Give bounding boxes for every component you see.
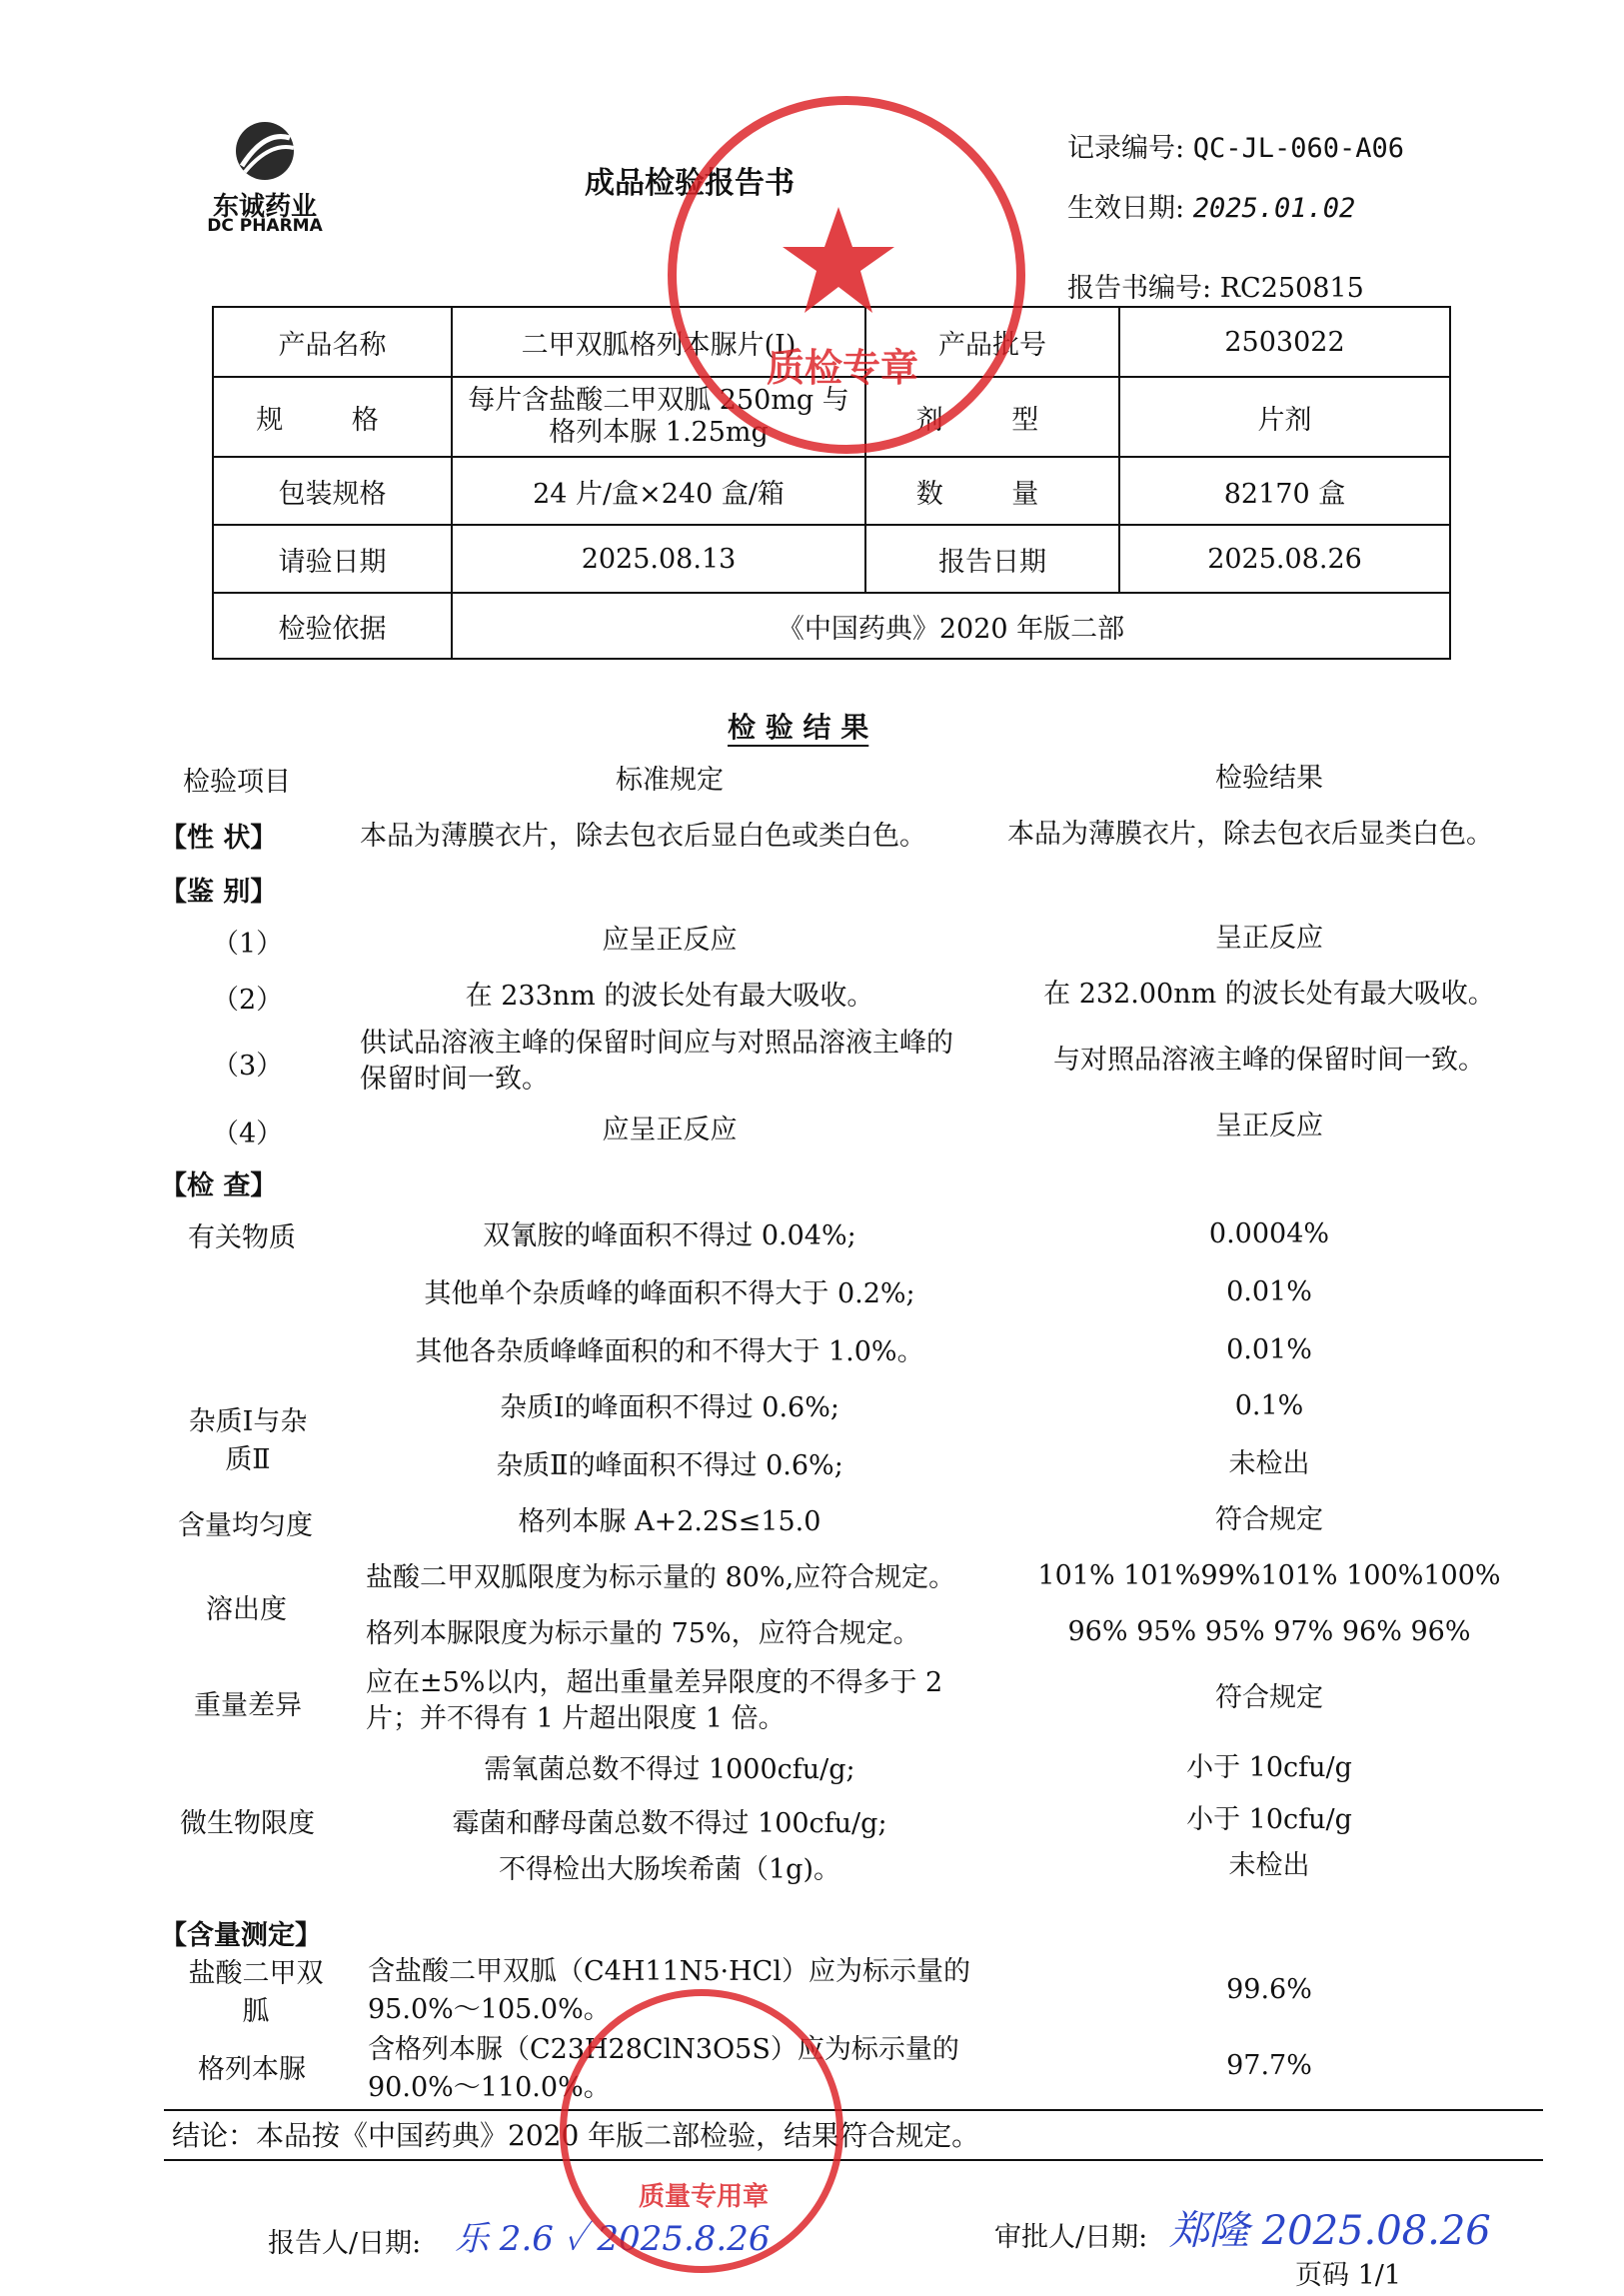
related-result-1: 0.0004% — [1208, 1218, 1330, 1249]
report-no-row — [1067, 266, 1364, 305]
reporter-signature: 乐 2.6 ✓ 2025.8.26 — [455, 2219, 771, 2259]
product-name: 二甲双胍格列本脲片(Ⅰ) — [452, 307, 865, 377]
header-result: 检验结果 — [1215, 763, 1323, 794]
section-inspection: 【检 查】 — [160, 1170, 278, 1201]
package-value: 24 片/盒×240 盒/箱 — [452, 457, 865, 525]
impurity-result-2: 未检出 — [1228, 1448, 1310, 1479]
related-result-2: 0.01% — [1226, 1276, 1312, 1307]
uniformity-standard: 格列本脲 A+2.2S≤15.0 — [518, 1506, 821, 1537]
weight-result: 符合规定 — [1215, 1682, 1323, 1713]
package-label: 包装规格 — [213, 457, 452, 525]
page-number: 页码 1/1 — [1295, 2260, 1402, 2291]
dosage-value: 片剂 — [1119, 377, 1450, 457]
related-standard-3: 其他各杂质峰峰面积的和不得大于 1.0%。 — [415, 1336, 924, 1367]
impurity-result-1: 0.1% — [1234, 1390, 1304, 1421]
product-name-label: 产品名称 — [213, 307, 452, 377]
quality-stamp-top — [668, 96, 1025, 454]
page-title: 成品检验报告书 — [585, 166, 795, 201]
basis-value: 《中国药典》2020 年版二部 — [452, 593, 1450, 659]
report-date: 2025.08.26 — [1119, 525, 1450, 593]
properties-standard: 本品为薄膜衣片，除去包衣后显白色或类白色。 — [360, 821, 926, 852]
dissolution-result-2: 96% 95% 95% 97% 96% 96% — [1067, 1616, 1471, 1647]
approver-label: 审批人/日期: — [994, 2222, 1148, 2253]
assay-label-1: 盐酸二甲双胍 — [188, 1958, 324, 2027]
ident-result-1: 呈正反应 — [1215, 923, 1323, 954]
dosage-label: 剂 型 — [865, 377, 1119, 457]
report-date-label: 报告日期 — [865, 525, 1119, 593]
assay-standard-1: 含盐酸二甲双胍（C4H11N5·HCl）应为标示量的 95.0%～105.0%。 — [368, 1956, 970, 2025]
properties-result: 本品为薄膜衣片，除去包衣后显类白色。 — [1007, 819, 1493, 850]
conclusion: 结论：本品按《中国药典》2020 年版二部检验，结果符合规定。 — [172, 2119, 980, 2152]
impurity-standard-2: 杂质Ⅱ的峰面积不得过 0.6%; — [496, 1450, 843, 1481]
report-no-label: 报告书编号: — [1067, 273, 1212, 304]
batch-label: 产品批号 — [865, 307, 1119, 377]
header-standard: 标准规定 — [616, 765, 724, 796]
impurity-label: 杂质Ⅰ与杂质Ⅱ — [188, 1406, 308, 1475]
section-properties: 【性 状】 — [160, 823, 278, 854]
logo-name-en: DC PHARMA — [207, 216, 323, 236]
effective-date: 2025.01.02 — [1192, 193, 1356, 224]
conclusion-divider-bottom — [164, 2159, 1543, 2161]
assay-result-1: 99.6% — [1226, 1974, 1312, 2005]
ident-standard-2: 在 233nm 的波长处有最大吸收。 — [465, 981, 874, 1012]
related-standard-2: 其他单个杂质峰的峰面积不得大于 0.2%; — [424, 1278, 915, 1309]
stamp-star-icon — [779, 201, 898, 321]
quantity-value: 82170 盒 — [1119, 457, 1450, 525]
section-assay: 【含量测定】 — [160, 1920, 322, 1951]
spec-label: 规 格 — [213, 377, 452, 457]
weight-label: 重量差异 — [194, 1690, 302, 1721]
micro-label: 微生物限度 — [180, 1808, 315, 1839]
micro-standard-1: 需氧菌总数不得过 1000cfu/g; — [484, 1754, 855, 1785]
record-no-row — [1067, 126, 1404, 165]
assay-standard-2: 含格列本脲（C23H28ClN3O5S）应为标示量的 90.0%～110.0%。 — [368, 2034, 959, 2103]
logo-mark-icon — [190, 120, 340, 182]
batch-value: 2503022 — [1119, 307, 1450, 377]
uniformity-result: 符合规定 — [1215, 1504, 1323, 1535]
assay-result-2: 97.7% — [1226, 2050, 1312, 2081]
ident-result-2: 在 232.00nm 的波长处有最大吸收。 — [1043, 979, 1495, 1010]
micro-standard-3: 不得检出大肠埃希菌（1g)。 — [499, 1854, 840, 1885]
impurity-standard-1: 杂质Ⅰ的峰面积不得过 0.6%; — [500, 1392, 839, 1423]
spec-value: 每片含盐酸二甲双胍 250mg 与格列本脲 1.25mg — [452, 377, 865, 457]
ident-result-4: 呈正反应 — [1215, 1111, 1323, 1142]
basis-label: 检验依据 — [213, 593, 452, 659]
ident-standard-1: 应呈正反应 — [602, 925, 738, 956]
ident-no-2: （2） — [212, 985, 284, 1016]
assay-label-2: 格列本脲 — [198, 2054, 306, 2085]
ident-standard-3: 供试品溶液主峰的保留时间应与对照品溶液主峰的保留时间一致。 — [360, 1028, 953, 1095]
header-item: 检验项目 — [183, 767, 291, 798]
stamp-top-caption: 质检专章 — [767, 346, 919, 390]
conclusion-divider-top — [164, 2109, 1543, 2111]
related-label: 有关物质 — [188, 1222, 296, 1253]
company-logo — [190, 120, 340, 240]
micro-result-1: 小于 10cfu/g — [1186, 1752, 1352, 1783]
dissolution-standard-1: 盐酸二甲双胍限度为标示量的 80%,应符合规定。 — [366, 1562, 956, 1593]
record-no: QC-JL-060-A06 — [1192, 133, 1405, 164]
reporter-label: 报告人/日期: — [268, 2228, 422, 2259]
request-date: 2025.08.13 — [452, 525, 865, 593]
record-no-label: 记录编号: — [1067, 133, 1185, 164]
ident-no-3: （3） — [212, 1051, 284, 1082]
dissolution-standard-2: 格列本脲限度为标示量的 75%，应符合规定。 — [366, 1618, 920, 1649]
weight-standard: 应在±5%以内，超出重量差异限度的不得多于 2 片；并不得有 1 片超出限度 1 倍。 — [366, 1667, 943, 1734]
micro-standard-2: 霉菌和酵母菌总数不得过 100cfu/g; — [452, 1808, 887, 1839]
logo-name-cn: 东诚药业 — [212, 192, 317, 222]
ident-no-4: （4） — [212, 1119, 284, 1149]
micro-result-3: 未检出 — [1228, 1850, 1310, 1881]
report-no: RC250815 — [1219, 273, 1364, 304]
ident-result-3: 与对照品溶液主峰的保留时间一致。 — [1053, 1045, 1485, 1076]
quantity-label: 数 量 — [865, 457, 1119, 525]
related-standard-1: 双氰胺的峰面积不得过 0.04%; — [483, 1220, 856, 1251]
ident-standard-4: 应呈正反应 — [602, 1115, 738, 1146]
dissolution-label: 溶出度 — [206, 1594, 287, 1625]
quality-stamp-bottom — [560, 1989, 843, 2273]
dissolution-result-1: 101% 101%99%101% 100%100% — [1037, 1560, 1501, 1591]
micro-result-2: 小于 10cfu/g — [1186, 1804, 1352, 1835]
uniformity-label: 含量均匀度 — [178, 1510, 313, 1541]
section-identification: 【鉴 别】 — [160, 877, 278, 908]
results-title: 检 验 结 果 — [728, 711, 869, 744]
effective-date-label: 生效日期: — [1067, 193, 1185, 224]
ident-no-1: （1） — [212, 929, 284, 960]
request-date-label: 请验日期 — [213, 525, 452, 593]
effective-date-row — [1067, 186, 1355, 225]
approver-signature: 郑隆 2025.08.26 — [1169, 2208, 1491, 2254]
stamp-bottom-caption: 质量专用章 — [639, 2182, 770, 2212]
related-result-3: 0.01% — [1226, 1334, 1312, 1365]
